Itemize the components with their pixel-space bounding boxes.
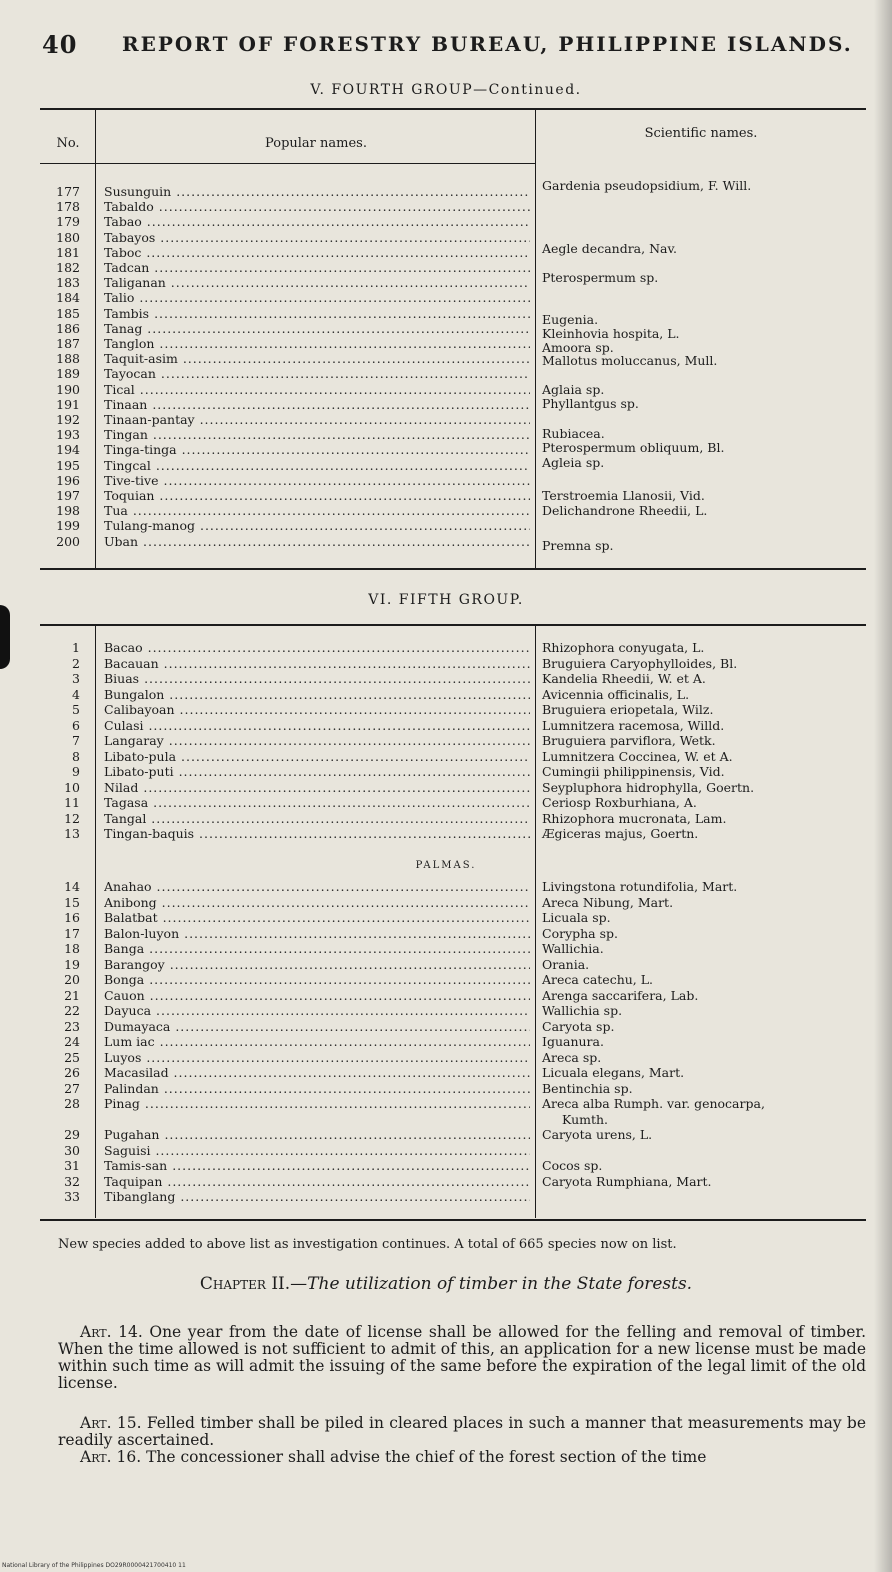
row-number: 27 [64, 1080, 80, 1096]
scientific-name: Orania. [542, 956, 590, 972]
popular-name: Palindan ..... [104, 1082, 530, 1096]
table-row [40, 1159, 866, 1173]
row-number: 178 [56, 199, 80, 215]
scientific-name: Arenga saccarifera, Lab. [542, 987, 699, 1003]
scientific-name: Cocos sp. [542, 1158, 603, 1173]
scientific-name: Areca alba Rumph. var. genocarpa, [542, 1096, 765, 1111]
scientific-name: Bruguiera parviflora, Wetk. [542, 733, 716, 748]
row-number: 15 [64, 894, 80, 910]
col-header-scientific: Scientific names. [644, 126, 758, 141]
table-row [40, 1128, 866, 1142]
row-number: 181 [56, 244, 80, 260]
table-caption-fourth-group: V. FOURTH GROUP—Continued. [310, 82, 582, 98]
popular-name: Tadcan ..... [104, 261, 530, 275]
table-row [40, 367, 866, 381]
row-number: 185 [56, 305, 80, 321]
table-row [40, 927, 866, 941]
col-header-no: No. [56, 136, 80, 151]
table-row [40, 641, 866, 655]
table-caption-fifth-group: VI. FIFTH GROUP. [368, 592, 524, 608]
row-number: 180 [56, 229, 80, 245]
table-row [40, 958, 866, 972]
table-row [40, 200, 866, 214]
popular-name: Tical ..... [104, 383, 530, 397]
scientific-name: Areca catechu, L. [542, 972, 654, 987]
popular-name: Tibanglang ..... [104, 1190, 530, 1204]
row-number: 177 [56, 184, 80, 199]
scientific-name: Licuala elegans, Mart. [542, 1065, 685, 1080]
table-row [40, 796, 866, 810]
popular-name: Langaray ..... [104, 734, 530, 748]
palmas-heading: PALMAS. [415, 860, 477, 871]
table-row [40, 942, 866, 956]
popular-name: Banga ..... [104, 942, 530, 956]
table-row [40, 1051, 866, 1065]
popular-name: Taquipan ..... [104, 1175, 530, 1189]
scientific-name: Eugenia. [542, 312, 599, 327]
running-title: REPORT OF FORESTRY BUREAU, PHILIPPINE ISLANDS. [122, 32, 853, 56]
row-number: 188 [56, 351, 80, 367]
article-14 [58, 1324, 866, 1392]
scientific-name: Rhizophora mucronata, Lam. [542, 810, 727, 826]
table-row [40, 719, 866, 733]
scientific-name: Livingstona rotundifolia, Mart. [542, 879, 738, 894]
popular-name: Toquian ..... [104, 489, 530, 503]
row-number: 183 [56, 275, 80, 291]
popular-name: Tabayos ..... [104, 231, 530, 245]
scientific-name: Bruguiera Caryophylloides, Bl. [542, 655, 738, 671]
article-text: Felled timber shall be piled in cleared places in such a manner that measurements may be readily ascertained. [58, 1414, 866, 1449]
table-row [40, 688, 866, 702]
row-number: 199 [56, 518, 80, 534]
table-row [40, 973, 866, 987]
popular-name: Dayuca ..... [104, 1004, 530, 1018]
row-number: 189 [56, 366, 80, 382]
scientific-name: Licuala sp. [542, 910, 611, 925]
popular-name: Taliganan ..... [104, 276, 530, 290]
popular-name: Tayocan ..... [104, 367, 530, 381]
popular-name: Tabao ..... [104, 215, 530, 229]
article-text: The concessioner shall advise the chief of the forest section of the time [146, 1448, 707, 1466]
popular-name: Lum iac ..... [104, 1035, 530, 1049]
table-row [40, 1190, 866, 1204]
row-number: 16 [64, 910, 80, 925]
popular-name: Saguisi ..... [104, 1144, 530, 1158]
scientific-name: Phyllantgus sp. [542, 396, 639, 411]
popular-name: Tagasa ..... [104, 796, 530, 810]
popular-name: Nilad ..... [104, 781, 530, 795]
popular-name: Barangoy ..... [104, 958, 530, 972]
scientific-name: Wallichia sp. [542, 1003, 623, 1018]
chapter-label: Chapter II.— [199, 1274, 308, 1294]
table-row [40, 1175, 866, 1189]
row-number: 33 [64, 1189, 80, 1204]
table-row [40, 1097, 866, 1111]
popular-name: Macasilad ..... [104, 1066, 530, 1080]
scientific-name: Aegle decandra, Nav. [542, 241, 678, 256]
scientific-name: Avicennia officinalis, L. [542, 686, 690, 702]
table-row [40, 1004, 866, 1018]
scientific-name: Lumnitzera racemosa, Willd. [542, 717, 725, 733]
popular-name: Tive-tive ..... [104, 474, 530, 488]
row-number: 13 [64, 826, 80, 841]
table-row [40, 215, 866, 229]
scientific-name: Caryota Rumphiana, Mart. [542, 1173, 712, 1189]
scientific-name: Terstroemia Llanosii, Vid. [542, 488, 705, 503]
popular-name: Luyos ..... [104, 1051, 530, 1065]
scientific-name: Gardenia pseudopsidium, F. Will. [542, 178, 752, 193]
row-number: 6 [72, 717, 80, 733]
table-row [40, 1035, 866, 1049]
popular-name: Bacauan ..... [104, 657, 530, 671]
row-number: 191 [56, 396, 80, 412]
table-bottom-rule [40, 568, 866, 570]
scientific-name: Aglaia sp. [542, 382, 605, 397]
scientific-name: Areca Nibung, Mart. [542, 894, 674, 910]
popular-name: Cauon ..... [104, 989, 530, 1003]
row-number: 2 [72, 655, 80, 671]
popular-name: Tingcal ..... [104, 459, 530, 473]
row-number: 5 [72, 702, 80, 717]
row-number: 3 [72, 671, 80, 686]
popular-name: Taboc ..... [104, 246, 530, 260]
popular-name: Anahao ..... [104, 880, 530, 894]
popular-name: Libato-pula ..... [104, 750, 530, 764]
row-number: 184 [56, 290, 80, 306]
table-row [40, 734, 866, 748]
scientific-name: Kandelia Rheedii, W. et A. [542, 671, 706, 686]
row-number: 187 [56, 336, 80, 351]
row-number: 193 [56, 427, 80, 443]
popular-name: Bonga ..... [104, 973, 530, 987]
header-underline-no [40, 163, 96, 164]
row-number: 24 [64, 1034, 80, 1049]
scientific-name: Wallichia. [542, 941, 604, 956]
popular-name: Pugahan ..... [104, 1128, 530, 1142]
scientific-name: Corypha sp. [542, 925, 618, 941]
table-bottom-rule [40, 1219, 866, 1221]
popular-name: Tanglon ..... [104, 337, 530, 351]
scientific-name: Pterospermum obliquum, Bl. [542, 440, 725, 455]
row-number: 23 [64, 1018, 80, 1034]
row-number: 18 [64, 941, 80, 956]
row-number: 198 [56, 503, 80, 519]
row-number: 9 [72, 764, 80, 779]
table-row [40, 896, 866, 910]
row-number: 192 [56, 412, 80, 427]
article-text: One year from the date of license shall be allowed for the felling and removal of timber. When the time allowed is not sufficient to admit of this, an application for a new license must be made within such time as will admit the issuing of the same before the expiration of the legal limit of the old license. [58, 1323, 867, 1392]
binding-mark [0, 605, 10, 669]
popular-name: Bacao ..... [104, 641, 530, 655]
table-row [40, 1144, 866, 1158]
row-number: 29 [64, 1127, 80, 1142]
popular-name: Tamis-san ..... [104, 1159, 530, 1173]
page-header [42, 30, 853, 60]
popular-name: Tangal ..... [104, 812, 530, 826]
popular-name: Biuas ..... [104, 672, 530, 686]
row-number: 197 [56, 488, 80, 503]
table-row [40, 765, 866, 779]
popular-name: Taquit-asim ..... [104, 352, 530, 366]
row-number: 11 [64, 795, 80, 810]
row-number: 200 [56, 533, 80, 549]
scientific-name: Areca sp. [542, 1049, 602, 1065]
table-row [40, 750, 866, 764]
scientific-name: Bruguiera eriopetala, Wilz. [542, 702, 714, 717]
popular-name: Susunguin ..... [104, 185, 530, 199]
table-row [40, 657, 866, 671]
scientific-name: Premna sp. [542, 538, 614, 553]
row-number: 7 [72, 733, 80, 748]
row-number: 190 [56, 381, 80, 397]
table-row [40, 1082, 866, 1096]
scientific-name: Mallotus moluccanus, Mull. [542, 353, 718, 368]
col-header-popular: Popular names. [265, 136, 367, 151]
table-row [40, 413, 866, 427]
scientific-name: Cumingii philippinensis, Vid. [542, 764, 725, 779]
scientific-name: Amoora sp. [542, 340, 614, 355]
popular-name: Tambis ..... [104, 307, 530, 321]
popular-name: Tua ..... [104, 504, 530, 518]
row-number: 22 [64, 1003, 80, 1018]
row-number: 8 [72, 748, 80, 764]
article-label: Art. 16. [80, 1448, 142, 1466]
row-number: 14 [64, 879, 80, 894]
scientific-name: Lumnitzera Coccinea, W. et A. [542, 748, 733, 764]
scientific-name: Seypluphora hidrophylla, Goertn. [542, 779, 755, 795]
popular-name: Balatbat ..... [104, 911, 530, 925]
popular-name: Tingan-baquis ..... [104, 827, 530, 841]
row-number: 17 [64, 925, 80, 941]
popular-name: Anibong ..... [104, 896, 530, 910]
table-top-rule [40, 624, 866, 626]
scientific-name: Bentinchia sp. [542, 1080, 633, 1096]
article-16 [58, 1449, 866, 1466]
library-stamp: National Library of the Philippines DO29R0000421700410 11 [2, 1562, 186, 1569]
scientific-name: Rhizophora conyugata, L. [542, 640, 705, 655]
table-row [40, 703, 866, 717]
table-row [40, 812, 866, 826]
chapter-heading [0, 1274, 892, 1294]
table-row [40, 291, 866, 305]
row-number: 31 [64, 1158, 80, 1173]
row-number: 179 [56, 214, 80, 230]
scientific-name: Agleia sp. [542, 455, 605, 470]
scientific-name: Caryota sp. [542, 1018, 615, 1034]
popular-name: Tabaldo ..... [104, 200, 530, 214]
popular-name: Tingan ..... [104, 428, 530, 442]
popular-name: Balon-luyon ..... [104, 927, 530, 941]
table-top-rule [40, 108, 866, 110]
scientific-name: Ceriosp Roxburhiana, A. [542, 795, 697, 810]
popular-name: Tinaan ..... [104, 398, 530, 412]
table-row [40, 827, 866, 841]
popular-name: Uban ..... [104, 535, 530, 549]
chapter-title: The utilization of timber in the State forests. [307, 1274, 693, 1294]
table-row [40, 989, 866, 1003]
scientific-name: Ægiceras majus, Goertn. [542, 826, 699, 841]
table-row [40, 1020, 866, 1034]
scientific-name: Kleinhovia hospita, L. [542, 326, 680, 341]
scientific-name: Pterospermum sp. [542, 270, 659, 285]
row-number: 186 [56, 320, 80, 336]
article-label: Art. 14. [80, 1323, 143, 1341]
footnote: New species added to above list as investigation continues. A total of 665 species now on list. [58, 1237, 677, 1252]
row-number: 19 [64, 956, 80, 972]
popular-name: Calibayoan ..... [104, 703, 530, 717]
popular-name: Culasi ..... [104, 719, 530, 733]
row-number: 196 [56, 472, 80, 488]
row-number: 194 [56, 442, 80, 458]
row-number: 26 [64, 1065, 80, 1080]
scientific-name-continued: Kumth. [562, 1111, 609, 1127]
row-number: 20 [64, 972, 80, 987]
table-row [40, 672, 866, 686]
popular-name: Bungalon ..... [104, 688, 530, 702]
popular-name: Tulang-manog ..... [104, 519, 530, 533]
popular-name: Tanag ..... [104, 322, 530, 336]
scientific-name: Rubiacea. [542, 426, 605, 441]
row-number: 1 [72, 640, 80, 655]
table-row [40, 519, 866, 533]
table-row [40, 781, 866, 795]
header-underline-popular [96, 163, 536, 164]
scientific-name: Caryota urens, L. [542, 1127, 653, 1142]
row-number: 12 [64, 810, 80, 826]
article-label: Art. 15. [80, 1414, 142, 1432]
scientific-name: Delichandrone Rheedii, L. [542, 503, 708, 518]
table-row [40, 880, 866, 894]
popular-name: Dumayaca ..... [104, 1020, 530, 1034]
popular-name: Tinga-tinga ..... [104, 443, 530, 457]
row-number: 182 [56, 260, 80, 275]
row-number: 25 [64, 1049, 80, 1065]
popular-name: Pinag ..... [104, 1097, 530, 1111]
row-number: 4 [72, 686, 80, 702]
table-row [40, 911, 866, 925]
popular-name: Talio ..... [104, 291, 530, 305]
row-number: 32 [64, 1173, 80, 1189]
table-row [40, 1066, 866, 1080]
row-number: 30 [64, 1142, 80, 1158]
page-number: 40 [42, 30, 78, 59]
article-15 [58, 1415, 866, 1449]
popular-name: Tinaan-pantay ..... [104, 413, 530, 427]
row-number: 28 [64, 1096, 80, 1111]
row-number: 10 [64, 779, 80, 795]
popular-name: Libato-puti ..... [104, 765, 530, 779]
page-edge-shadow [874, 0, 892, 1572]
row-number: 21 [64, 987, 80, 1003]
table-row-continuation [40, 1113, 866, 1127]
table-row [40, 474, 866, 488]
row-number: 195 [56, 457, 80, 473]
scientific-name: Iguanura. [542, 1034, 604, 1049]
